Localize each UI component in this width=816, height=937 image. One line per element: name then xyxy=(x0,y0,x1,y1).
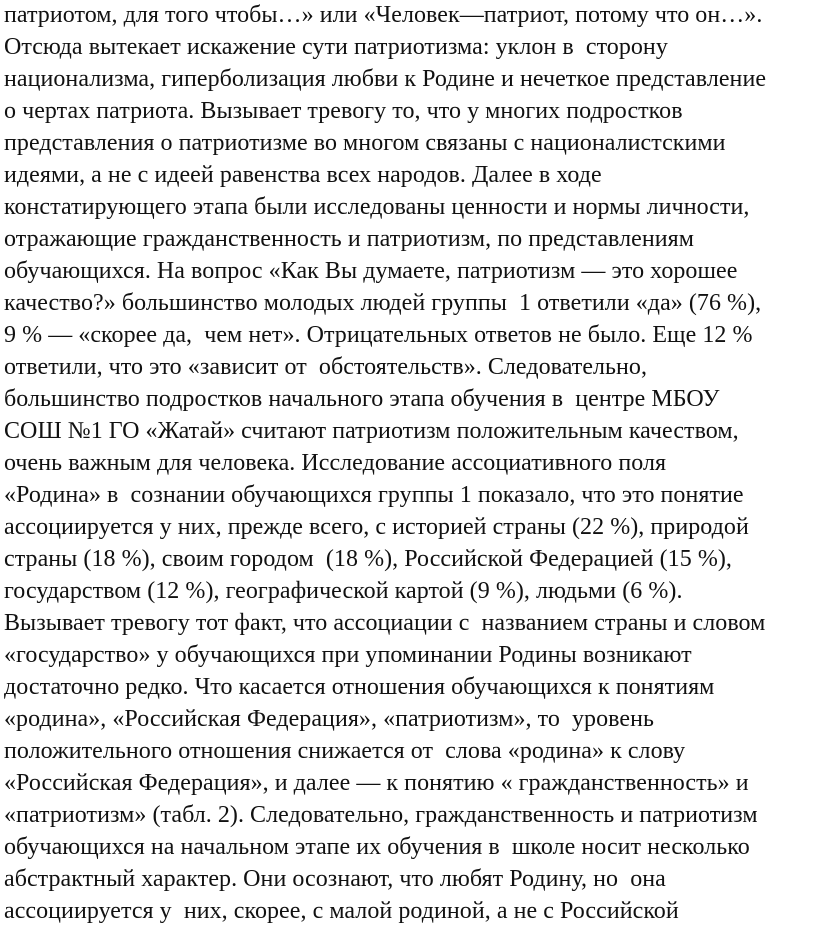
text-line: Отсюда вытекает искажение сути патриотизма: уклон в сторону xyxy=(4,34,668,60)
text-line: абстрактный характер. Они осознают, что любят Родину, но она xyxy=(4,866,666,892)
text-line: большинство подростков начального этапа обучения в центре МБОУ xyxy=(4,386,720,412)
text-line: государством (12 %), географической картой (9 %), людьми (6 %). xyxy=(4,578,683,604)
text-line: положительного отношения снижается от слова «родина» к слову xyxy=(4,738,686,764)
text-line: ассоциируется у них, скорее, с малой родиной, а не с Российской xyxy=(4,898,679,924)
text-line: о чертах патриота. Вызывает тревогу то, что у многих подростков xyxy=(4,98,683,124)
text-line: достаточно редко. Что касается отношения обучающихся к понятиям xyxy=(4,674,715,700)
text-line: 9 % — «скорее да, чем нет». Отрицательных ответов не было. Еще 12 % xyxy=(4,322,753,348)
text-line: идеями, а не с идеей равенства всех народов. Далее в ходе xyxy=(4,162,602,188)
text-line: «Родина» в сознании обучающихся группы 1 показало, что это понятие xyxy=(4,482,744,508)
text-line: патриотом, для того чтобы…» или «Человек—патриот, потому что он…». xyxy=(4,2,763,28)
text-line: «патриотизм» (табл. 2). Следовательно, гражданственность и патриотизм xyxy=(4,802,758,828)
text-line: Вызывает тревогу тот факт, что ассоциации с названием страны и словом xyxy=(4,610,766,636)
text-line: «Российская Федерация», и далее — к понятию « гражданственность» и xyxy=(4,770,749,796)
text-line: представления о патриотизме во многом связаны с националистскими xyxy=(4,130,726,156)
text-line: обучающихся. На вопрос «Как Вы думаете, патриотизм — это хорошее xyxy=(4,258,738,284)
text-line: ассоциируется у них, прежде всего, с историей страны (22 %), природой xyxy=(4,514,749,540)
text-line: национализма, гиперболизация любви к Родине и нечеткое представление xyxy=(4,66,767,92)
text-line: констатирующего этапа были исследованы ценности и нормы личности, xyxy=(4,194,750,220)
text-line: «государство» у обучающихся при упоминании Родины возникают xyxy=(4,642,692,668)
text-line: качество?» большинство молодых людей группы 1 ответили «да» (76 %), xyxy=(4,290,762,316)
text-line: страны (18 %), своим городом (18 %), Российской Федерацией (15 %), xyxy=(4,546,732,572)
text-line: отражающие гражданственность и патриотизм, по представлениям xyxy=(4,226,694,252)
text-line: обучающихся на начальном этапе их обучения в школе носит несколько xyxy=(4,834,750,860)
text-line: «родина», «Российская Федерация», «патриотизм», то уровень xyxy=(4,706,654,732)
text-line: очень важным для человека. Исследование ассоциативного поля xyxy=(4,450,667,476)
text-line: ответили, что это «зависит от обстоятельств». Следовательно, xyxy=(4,354,648,380)
text-line: СОШ №1 ГО «Жатай» считают патриотизм положительным качеством, xyxy=(4,418,739,444)
